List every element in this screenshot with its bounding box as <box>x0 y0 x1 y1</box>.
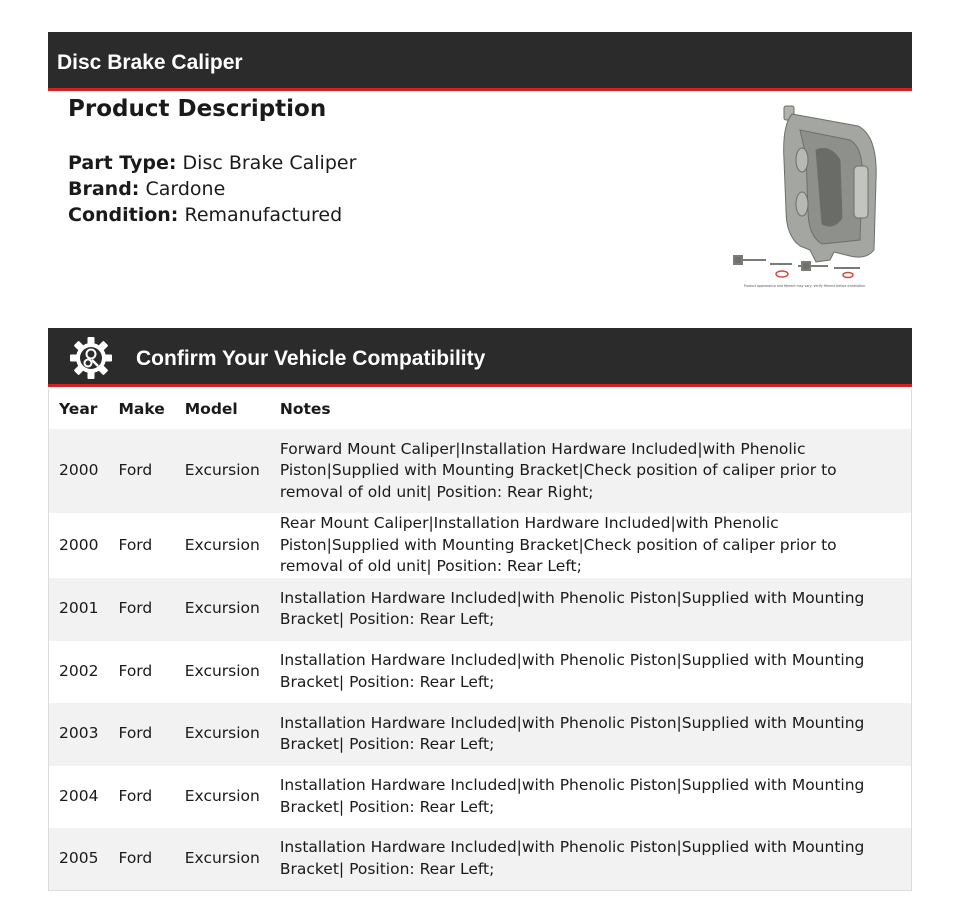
cell-make: Ford <box>108 641 174 703</box>
cell-year: 2003 <box>49 703 109 766</box>
table-row <box>49 429 912 513</box>
cell-year: 2002 <box>49 641 109 703</box>
cell-year: 2000 <box>49 429 109 513</box>
cell-model: Excursion <box>175 429 270 513</box>
compatibility-title: Confirm Your Vehicle Compatibility <box>136 347 486 370</box>
spec-label: Part Type: <box>68 152 177 174</box>
spec-value: Cardone <box>145 178 226 200</box>
cell-model: Excursion <box>175 828 270 891</box>
cell-notes: Installation Hardware Included|with Phenolic Piston|Supplied with Mounting Bracket| Position: Rear Left; <box>270 828 912 891</box>
cell-notes: Installation Hardware Included|with Phenolic Piston|Supplied with Mounting Bracket| Position: Rear Left; <box>270 641 912 703</box>
cell-make: Ford <box>108 578 174 641</box>
table-row <box>49 578 912 641</box>
cell-make: Ford <box>108 429 174 513</box>
caliper-product-image <box>730 100 880 292</box>
cell-model: Excursion <box>175 513 270 578</box>
cell-notes: Installation Hardware Included|with Phenolic Piston|Supplied with Mounting Bracket| Position: Rear Left; <box>270 703 912 766</box>
cell-model: Excursion <box>175 578 270 641</box>
spec-part-type <box>68 152 356 174</box>
column-header-year: Year <box>49 389 109 429</box>
cell-model: Excursion <box>175 641 270 703</box>
cell-notes: Installation Hardware Included|with Phenolic Piston|Supplied with Mounting Bracket| Position: Rear Left; <box>270 766 912 828</box>
compatibility-banner <box>48 328 912 387</box>
column-header-notes: Notes <box>270 389 912 429</box>
gear-car-icon <box>69 336 113 380</box>
cell-model: Excursion <box>175 766 270 828</box>
column-header-make: Make <box>108 389 174 429</box>
cell-make: Ford <box>108 766 174 828</box>
cell-make: Ford <box>108 513 174 578</box>
spec-label: Condition: <box>68 204 179 226</box>
cell-year: 2001 <box>49 578 109 641</box>
spec-value: Disc Brake Caliper <box>182 152 357 174</box>
cell-make: Ford <box>108 828 174 891</box>
compatibility-table <box>48 389 912 891</box>
cell-notes: Installation Hardware Included|with Phenolic Piston|Supplied with Mounting Bracket| Position: Rear Left; <box>270 578 912 641</box>
table-row <box>49 766 912 828</box>
cell-notes: Forward Mount Caliper|Installation Hardware Included|with Phenolic Piston|Supplied with Mounting Bracket|Check position of caliper prior to removal of old unit| Position: Rear Right; <box>270 429 912 513</box>
spec-value: Remanufactured <box>184 204 343 226</box>
cell-make: Ford <box>108 703 174 766</box>
table-header-row <box>49 389 912 429</box>
spec-brand <box>68 178 225 200</box>
spec-label: Brand: <box>68 178 140 200</box>
column-header-model: Model <box>175 389 270 429</box>
cell-notes: Rear Mount Caliper|Installation Hardware Included|with Phenolic Piston|Supplied with Mounting Bracket|Check position of caliper prior to removal of old unit| Position: Rear Left; <box>270 513 912 578</box>
cell-model: Excursion <box>175 703 270 766</box>
image-caption: Product appearance and fitment may vary; verify fitment before installation. <box>743 284 867 288</box>
table-row <box>49 641 912 703</box>
spec-condition <box>68 204 342 226</box>
product-title: Disc Brake Caliper <box>57 51 243 74</box>
cell-year: 2005 <box>49 828 109 891</box>
table-row <box>49 828 912 891</box>
cell-year: 2004 <box>49 766 109 828</box>
table-row <box>49 703 912 766</box>
cell-year: 2000 <box>49 513 109 578</box>
product-title-banner <box>48 32 912 91</box>
table-row <box>49 513 912 578</box>
description-heading: Product Description <box>68 96 327 122</box>
